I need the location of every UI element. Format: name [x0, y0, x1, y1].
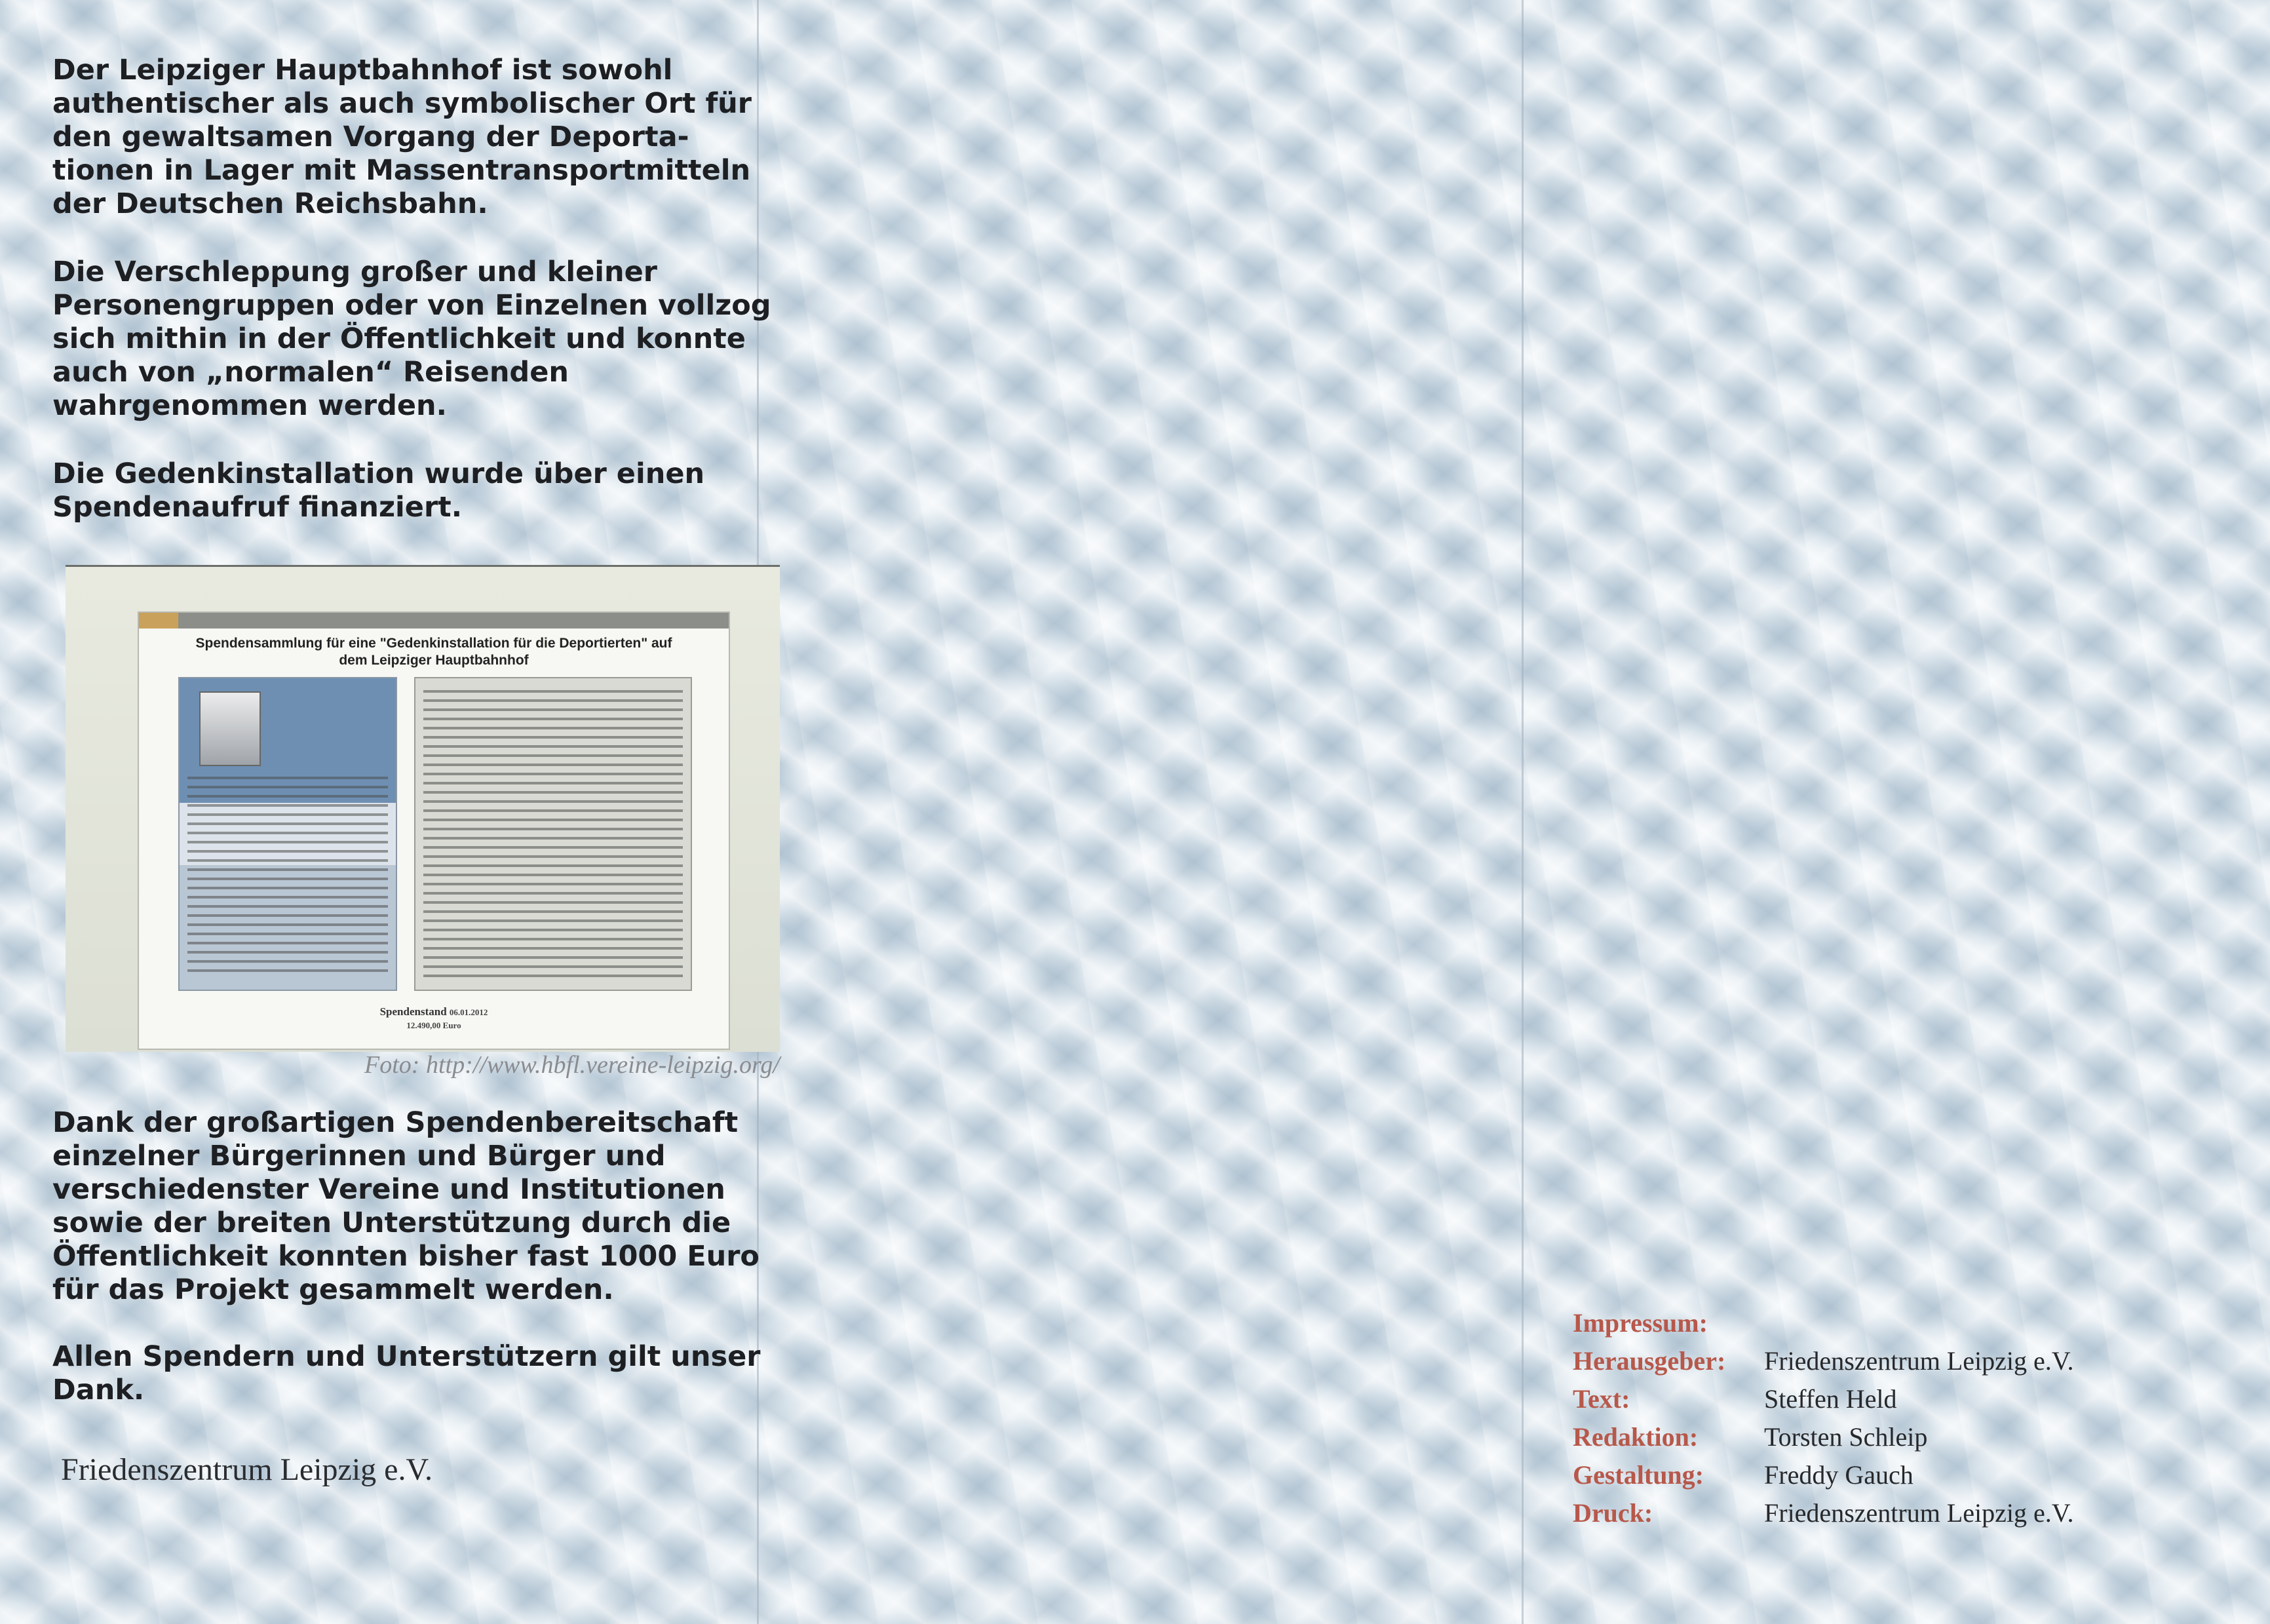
impressum-value: Freddy Gauch	[1764, 1460, 1914, 1490]
donation-status-amount: 12.490,00 Euro	[406, 1020, 461, 1030]
website-nav-bar	[139, 613, 729, 628]
impressum-row-herausgeber	[1573, 1342, 2228, 1380]
paragraph-dank: Allen Spendern und Unterstützern gilt unser Dank.	[52, 1340, 761, 1406]
impressum-label: Herausgeber:	[1573, 1346, 1726, 1376]
impressum-value: Friedenszentrum Leipzig e.V.	[1764, 1498, 2074, 1528]
website-page	[138, 611, 730, 1050]
impressum-value: Friedenszentrum Leipzig e.V.	[1764, 1346, 2074, 1376]
donation-status-label: Spendenstand	[379, 1005, 447, 1018]
impressum-row-gestaltung	[1573, 1456, 2228, 1494]
paragraph-hauptbahnhof: Der Leipziger Hauptbahnhof ist sowohl authentischer als auch symbolischer Ort für den gewaltsamen Vorgang der Deporta- tionen in Lager mit Massentransportmitteln der Deutschen Reichsbahn.	[52, 54, 752, 220]
organization-name: Friedenszentrum Leipzig e.V.	[61, 1452, 433, 1487]
impressum-label: Gestaltung:	[1573, 1460, 1704, 1490]
fold-line-right	[1522, 0, 1524, 1624]
donation-status	[139, 1005, 729, 1032]
website-screenshot-photo	[66, 565, 780, 1052]
impressum-label: Redaktion:	[1573, 1422, 1699, 1452]
impressum-row-redaktion	[1573, 1418, 2228, 1456]
impressum-heading: Impressum:	[1573, 1308, 1708, 1338]
paragraph-dank-spenden: Dank der großartigen Spendenbereitschaft einzelner Bürgerinnen und Bürger und verschiedenster Vereine und Institutionen sowie der breiten Unterstützung durch die Öffentlichkeit konnten bisher fast 1000 Euro für das Projekt gesammelt werden.	[52, 1106, 760, 1306]
memorial-box-icon	[199, 691, 261, 766]
impressum-block	[1573, 1304, 2228, 1532]
impressum-row-text	[1573, 1380, 2228, 1418]
photo-credit: Foto: http://www.hbfl.vereine-leipzig.org/	[364, 1051, 780, 1079]
website-headline: Spendensammlung für eine "Gedenkinstallation für die Deportierten" auf dem Leipziger Hauptbahnhof	[195, 636, 672, 668]
impressum-label: Text:	[1573, 1384, 1630, 1414]
paragraph-verschleppung: Die Verschleppung großer und kleiner Personengruppen oder von Einzelnen vollzog sich mithin in der Öffentlichkeit und konnte auch von „normalen“ Reisenden wahrgenommen werden.	[52, 256, 771, 422]
article-text-column	[414, 677, 692, 991]
left-panel	[20, 13, 780, 1599]
donation-status-date: 06.01.2012	[449, 1007, 488, 1017]
impressum-row-druck	[1573, 1494, 2228, 1532]
impressum-value: Steffen Held	[1764, 1384, 1897, 1414]
impressum-value: Torsten Schleip	[1764, 1422, 1928, 1452]
impressum-label: Druck:	[1573, 1498, 1653, 1528]
donation-flyer-image	[178, 677, 397, 991]
paragraph-spendenaufruf: Die Gedenkinstallation wurde über einen Spendenaufruf finanziert.	[52, 457, 705, 524]
